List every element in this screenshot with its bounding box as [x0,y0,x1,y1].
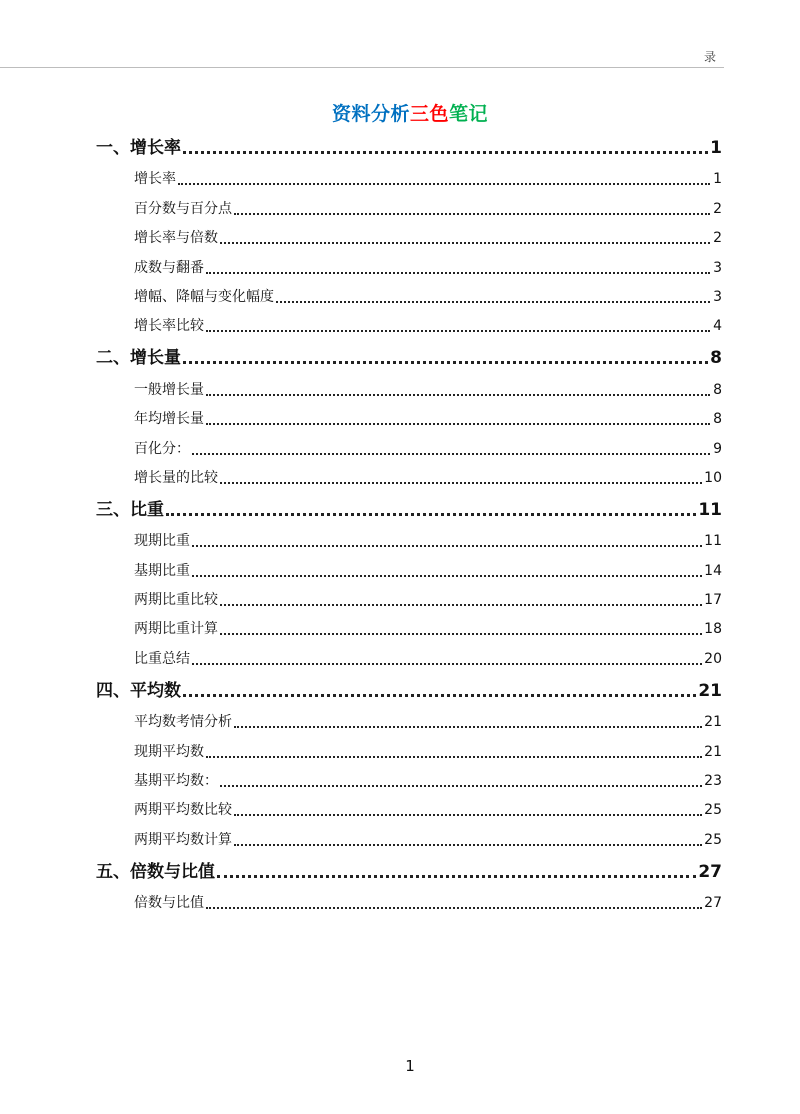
table-of-contents [96,126,722,913]
toc-entry-title: 增长率 [134,171,176,188]
toc-entry-page: 10 [704,469,722,486]
document-title [0,99,800,126]
dot-leader [276,301,710,303]
toc-entry-page: 1 [710,138,722,158]
toc-entry-title: 基期平均数： [134,773,218,790]
toc-item[interactable] [96,189,722,218]
toc-entry-title: 现期平均数 [134,743,204,760]
toc-item[interactable] [96,703,722,732]
toc-entry-page: 4 [713,318,722,335]
dot-leader [166,513,696,516]
toc-entry-title: 平均数考情分析 [134,714,232,731]
title-segment: 笔记 [449,103,489,125]
toc-entry-title: 三、比重 [96,499,164,520]
toc-entry-page: 1 [713,171,722,188]
title-segment: 三色 [409,103,449,125]
title-segment: 资料分析 [331,103,410,125]
toc-entry-title: 比重总结 [134,650,190,667]
toc-item[interactable] [96,820,722,849]
toc-entry-title: 四、平均数 [96,680,181,701]
toc-section[interactable] [96,494,722,522]
toc-entry-title: 百化分： [134,440,190,457]
toc-item[interactable] [96,522,722,551]
toc-entry-title: 二、增长量 [96,348,181,369]
dot-leader [234,844,702,846]
toc-section[interactable] [96,856,722,884]
toc-entry-title: 一、增长率 [96,138,181,158]
toc-entry-page: 3 [713,288,722,305]
toc-entry-page: 8 [713,381,722,398]
dot-leader [220,482,702,484]
toc-entry-title: 基期比重 [134,562,190,579]
toc-entry-page: 9 [713,440,722,457]
toc-item[interactable] [96,762,722,791]
toc-entry-page: 25 [704,831,722,848]
dot-leader [234,213,710,215]
toc-item[interactable] [96,732,722,761]
toc-item[interactable] [96,884,722,913]
toc-entry-title: 增长率与倍数 [134,230,218,247]
toc-entry-title: 增幅、降幅与变化幅度 [134,288,274,305]
toc-entry-title: 倍数与比值 [134,895,204,912]
header-label: 录 [704,50,717,64]
toc-entry-page: 20 [704,650,722,667]
toc-item[interactable] [96,551,722,580]
dot-leader [206,907,702,909]
dot-leader [206,394,710,396]
dot-leader [192,663,702,665]
toc-entry-page: 8 [713,411,722,428]
dot-leader [217,875,696,878]
dot-leader [220,242,710,244]
toc-entry-title: 现期比重 [134,533,190,550]
toc-entry-page: 3 [713,259,722,276]
toc-entry-title: 一般增长量 [134,381,204,398]
toc-entry-page: 2 [713,230,722,247]
toc-entry-title: 两期平均数计算 [134,831,232,848]
toc-item[interactable] [96,459,722,488]
toc-item[interactable] [96,610,722,639]
dot-leader [220,785,702,787]
dot-leader [183,694,696,697]
toc-item[interactable] [96,429,722,458]
toc-item[interactable] [96,370,722,399]
toc-entry-page: 2 [713,200,722,217]
toc-item[interactable] [96,639,722,668]
dot-leader [206,272,710,274]
toc-entry-title: 增长量的比较 [134,469,218,486]
toc-entry-page: 23 [704,773,722,790]
toc-item[interactable] [96,248,722,277]
toc-entry-page: 18 [704,621,722,638]
toc-section[interactable] [96,342,722,370]
toc-section[interactable] [96,675,722,703]
toc-entry-page: 21 [698,680,722,701]
dot-leader [192,453,710,455]
dot-leader [206,756,702,758]
dot-leader [183,151,708,154]
toc-entry-page: 27 [704,895,722,912]
toc-entry-title: 两期比重比较 [134,592,218,609]
toc-item[interactable] [96,278,722,307]
toc-item[interactable] [96,581,722,610]
toc-entry-page: 11 [704,533,722,550]
toc-entry-page: 27 [698,861,722,882]
toc-entry-page: 21 [704,743,722,760]
toc-item[interactable] [96,307,722,336]
toc-entry-title: 百分数与百分点 [134,200,232,217]
toc-entry-page: 17 [704,592,722,609]
dot-leader [178,183,710,185]
toc-item[interactable] [96,160,722,189]
dot-leader [220,633,702,635]
dot-leader [220,604,702,606]
header-rule [0,67,724,68]
toc-item[interactable] [96,219,722,248]
dot-leader [183,361,708,364]
footer-page-number: 1 [405,1057,415,1075]
dot-leader [206,330,710,332]
toc-entry-title: 增长率比较 [134,318,204,335]
dot-leader [192,545,702,547]
dot-leader [206,423,710,425]
toc-entry-title: 成数与翻番 [134,259,204,276]
dot-leader [234,814,702,816]
toc-entry-page: 11 [698,499,722,520]
toc-entry-page: 8 [710,348,722,369]
toc-entry-page: 14 [704,562,722,579]
toc-section[interactable] [96,132,722,160]
toc-item[interactable] [96,791,722,820]
toc-entry-title: 两期比重计算 [134,621,218,638]
dot-leader [234,726,702,728]
toc-entry-title: 五、倍数与比值 [96,861,215,882]
toc-entry-page: 21 [704,714,722,731]
toc-entry-title: 两期平均数比较 [134,802,232,819]
dot-leader [192,575,702,577]
toc-entry-title: 年均增长量 [134,411,204,428]
toc-item[interactable] [96,400,722,429]
toc-entry-page: 25 [704,802,722,819]
